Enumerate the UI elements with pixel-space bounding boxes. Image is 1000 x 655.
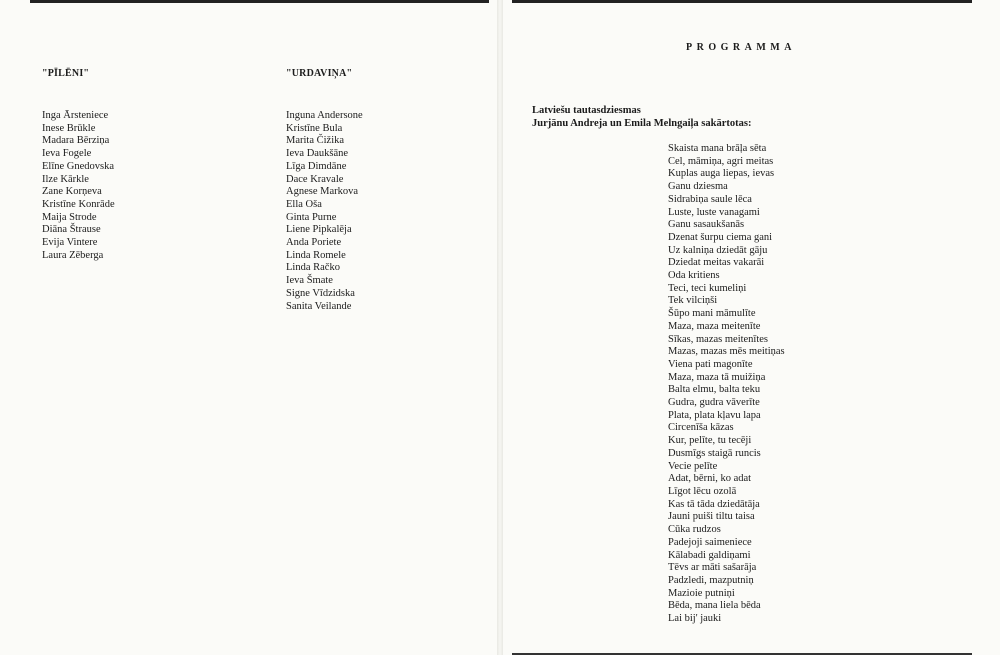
- list-item: Skaista mana brāļa sēta: [668, 143, 767, 154]
- list-item: Adat, bērni, ko adat: [668, 473, 752, 485]
- list-item: Inese Brūkle: [42, 122, 96, 134]
- list-item: Madara Bērziņa: [42, 135, 110, 147]
- list-item: Uz kalniņa dziedāt gāju: [668, 244, 768, 256]
- list-item: Ieva Daukšāne: [286, 148, 349, 160]
- list-item: Jauni puiši tiltu taisa: [668, 511, 755, 523]
- list-item: Signe Vīdzidska: [286, 287, 355, 299]
- list-item: Circenīša kāzas: [668, 422, 734, 434]
- list-item: Ieva Fogele: [42, 148, 92, 160]
- list-item: Kur, pelīte, tu tecēji: [668, 435, 752, 447]
- left-top-rule: [30, 0, 489, 3]
- list-item: Linda Romele: [286, 249, 346, 261]
- list-item: Kas tā tāda dziedātāja: [668, 498, 760, 510]
- list-item: Gudra, gudra vāverīte: [668, 397, 760, 409]
- section-heading: [532, 104, 751, 130]
- list-item: Lai bij' jauki: [668, 613, 722, 625]
- list-item: Ella Oša: [286, 198, 322, 210]
- list-item: Mazas, mazas mēs meitiņas: [668, 346, 785, 358]
- section-heading-line-1: Latviešu tautasdziesmas: [532, 105, 641, 116]
- list-item: Zane Korņeva: [42, 186, 102, 198]
- list-item: Dace Kravale: [286, 173, 344, 185]
- list-item: Mazioie putniņi: [668, 587, 735, 599]
- list-item: Inga Ārsteniece: [42, 110, 109, 121]
- list-item: Sīkas, mazas meitenītes: [668, 333, 769, 345]
- group-title-pileni: "PĪLĒNI": [42, 68, 90, 79]
- list-item: Teci, teci kumeliņi: [668, 282, 747, 294]
- list-item: Balta elmu, balta teku: [668, 384, 761, 396]
- right-top-rule: [512, 0, 972, 3]
- member-list-urdavina: [286, 110, 363, 313]
- group-title-urdavina: "URDAVIŅA": [286, 68, 353, 79]
- list-item: Bēda, mana liela bēda: [668, 600, 761, 612]
- list-item: Maza, maza meitenīte: [668, 320, 761, 332]
- list-item: Diāna Štrause: [42, 224, 101, 236]
- list-item: Agnese Markova: [286, 186, 359, 198]
- section-heading-line-2: Jurjānu Andreja un Emila Melngaiļa sakārtotas:: [532, 118, 752, 129]
- programme-title: PROGRAMMA: [686, 42, 796, 53]
- list-item: Dziedat meitas vakarāi: [668, 257, 765, 269]
- list-item: Ganu sasaukšanās: [668, 219, 745, 231]
- list-item: Viena pati magonīte: [668, 358, 753, 370]
- list-item: Padzledi, mazputniņ: [668, 574, 754, 586]
- list-item: Marita Čižika: [286, 135, 345, 147]
- list-item: Tek vilciņši: [668, 295, 718, 307]
- list-item: Kālabadi galdiņami: [668, 549, 751, 561]
- list-item: Ganu dziesma: [668, 181, 728, 193]
- member-list-pileni: [42, 110, 115, 262]
- list-item: Maza, maza tā muižiņa: [668, 371, 766, 383]
- list-item: Anda Poriete: [286, 237, 342, 249]
- list-item: Padejoji saimeniece: [668, 536, 752, 548]
- list-item: Inguna Andersone: [286, 110, 363, 121]
- list-item: Līgot lēcu ozolā: [668, 485, 737, 497]
- list-item: Liene Pipkalēja: [286, 224, 352, 236]
- list-item: Sidrabiņa saule lēca: [668, 193, 752, 205]
- list-item: Tēvs ar māti sašarāja: [668, 562, 757, 574]
- list-item: Plata, plata kļavu lapa: [668, 409, 761, 421]
- list-item: Luste, luste vanagami: [668, 206, 760, 218]
- list-item: Evija Vintere: [42, 237, 98, 249]
- list-item: Cel, māmiņa, agri meitas: [668, 155, 774, 167]
- list-item: Līga Dimdāne: [286, 160, 347, 172]
- list-item: Kristīne Konrāde: [42, 198, 115, 210]
- list-item: Dzenat šurpu ciema gani: [668, 231, 773, 243]
- list-item: Dusmīgs staigā runcis: [668, 447, 761, 459]
- list-item: Ilze Kārkle: [42, 173, 89, 185]
- list-item: Ginta Purne: [286, 211, 337, 223]
- page-gutter: [497, 0, 503, 655]
- list-item: Maija Strode: [42, 211, 97, 223]
- list-item: Laura Zēberga: [42, 249, 104, 261]
- list-item: Vecie pelīte: [668, 460, 718, 472]
- list-item: Elīne Gnedovska: [42, 160, 115, 172]
- list-item: Oda kritiens: [668, 270, 720, 282]
- list-item: Kristīne Bula: [286, 122, 343, 134]
- list-item: Linda Račko: [286, 262, 340, 274]
- list-item: Šūpo mani māmulīte: [668, 308, 756, 320]
- list-item: Kuplas auga liepas, ievas: [668, 168, 775, 180]
- song-list: [668, 143, 785, 626]
- list-item: Sanita Veilande: [286, 300, 352, 312]
- list-item: Cūka rudzos: [668, 524, 721, 536]
- list-item: Ieva Šmate: [286, 275, 333, 287]
